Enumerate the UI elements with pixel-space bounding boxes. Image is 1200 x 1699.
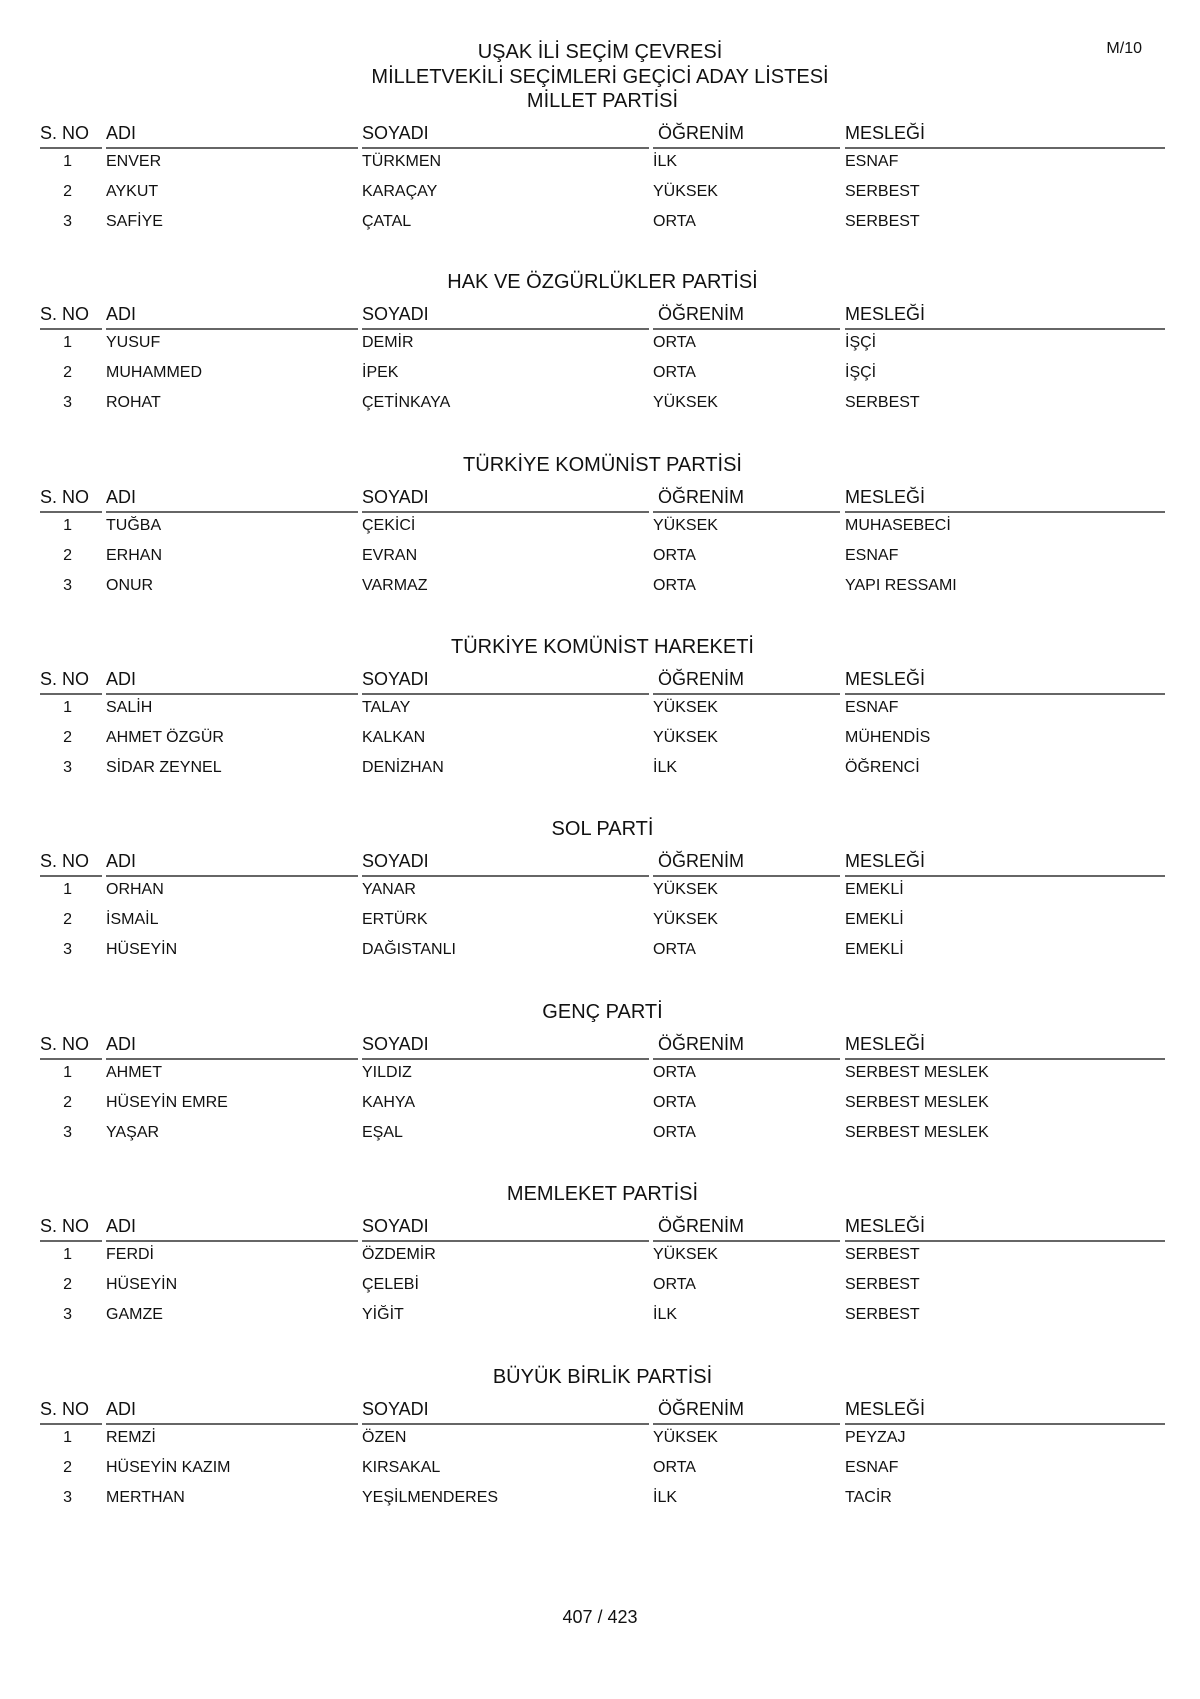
candidate-surname: KAHYA [362, 1094, 416, 1111]
column-underline [653, 328, 840, 330]
candidate-number: 3 [63, 941, 72, 958]
candidate-education: YÜKSEK [653, 911, 718, 928]
candidate-education: İLK [653, 759, 678, 776]
candidate-number: 3 [63, 1306, 72, 1323]
candidate-occupation: PEYZAJ [845, 1429, 906, 1446]
column-underline [845, 147, 1165, 149]
candidate-name: ORHAN [106, 881, 164, 898]
candidate-surname: DENİZHAN [362, 759, 444, 776]
candidate-surname: ÖZDEMİR [362, 1246, 436, 1263]
column-underline [845, 1058, 1165, 1060]
candidate-number: 3 [63, 1489, 72, 1506]
candidate-number: 2 [63, 364, 72, 381]
column-underline [106, 1240, 358, 1242]
candidate-education: YÜKSEK [653, 517, 718, 534]
candidate-surname: DEMİR [362, 334, 414, 351]
column-header-surname: SOYADI [362, 1216, 429, 1236]
candidate-number: 2 [63, 1094, 72, 1111]
candidate-surname: KIRSAKAL [362, 1459, 441, 1476]
candidate-row [40, 183, 1165, 207]
candidate-number: 3 [63, 1124, 72, 1141]
candidate-row [40, 1064, 1165, 1088]
column-underline [40, 511, 102, 513]
column-header-name: ADI [106, 487, 137, 507]
column-header-no: S. NO [40, 1034, 90, 1054]
candidate-education: ORTA [653, 1459, 696, 1476]
column-underline [106, 1423, 358, 1425]
column-underline [106, 875, 358, 877]
candidate-occupation: MUHASEBECİ [845, 517, 951, 534]
candidate-row [40, 1094, 1165, 1118]
candidate-surname: DAĞISTANLI [362, 941, 456, 958]
column-underline [845, 1423, 1165, 1425]
candidate-row [40, 213, 1165, 237]
header-line-1: UŞAK İLİ SEÇİM ÇEVRESİ [477, 41, 723, 63]
candidate-surname: ÇEKİCİ [362, 517, 416, 534]
column-header-occupation: MESLEĞİ [845, 1399, 926, 1419]
candidate-surname: YİĞİT [362, 1306, 404, 1323]
column-header-education: ÖĞRENİM [658, 487, 745, 507]
candidate-name: ONUR [106, 577, 154, 594]
column-header-education: ÖĞRENİM [658, 1216, 745, 1236]
candidate-number: 1 [63, 699, 72, 716]
header-line-2: MİLLETVEKİLİ SEÇİMLERİ GEÇİCİ ADAY LİSTESİ [371, 66, 829, 88]
candidate-name: YAŞAR [106, 1124, 160, 1141]
party-section [40, 1355, 1165, 1525]
candidate-occupation: TACİR [845, 1489, 892, 1506]
party-title: SOL PARTİ [551, 818, 654, 840]
column-underline [40, 875, 102, 877]
candidate-education: YÜKSEK [653, 1246, 718, 1263]
column-header-name: ADI [106, 123, 137, 143]
column-header-occupation: MESLEĞİ [845, 851, 926, 871]
candidate-number: 2 [63, 1276, 72, 1293]
candidate-education: YÜKSEK [653, 881, 718, 898]
candidate-row [40, 1276, 1165, 1300]
page-number: 407 / 423 [562, 1607, 638, 1627]
column-underline [40, 1423, 102, 1425]
candidate-occupation: ESNAF [845, 153, 899, 170]
party-section [40, 1172, 1165, 1342]
candidate-occupation: SERBEST MESLEK [845, 1064, 989, 1081]
candidate-row [40, 1489, 1165, 1513]
candidate-surname: YILDIZ [362, 1064, 412, 1081]
candidate-name: MERTHAN [106, 1489, 185, 1506]
party-section [40, 77, 1165, 247]
candidate-occupation: SERBEST [845, 1276, 920, 1293]
column-header-occupation: MESLEĞİ [845, 304, 926, 324]
candidate-surname: ÖZEN [362, 1429, 407, 1446]
column-underline [362, 511, 649, 513]
candidate-number: 1 [63, 881, 72, 898]
column-underline [845, 1240, 1165, 1242]
column-header-name: ADI [106, 851, 137, 871]
column-header-no: S. NO [40, 1216, 90, 1236]
candidate-education: ORTA [653, 334, 696, 351]
candidate-surname: KARAÇAY [362, 183, 438, 200]
party-section [40, 990, 1165, 1160]
candidate-occupation: SERBEST [845, 394, 920, 411]
column-header-no: S. NO [40, 851, 90, 871]
candidate-row [40, 1306, 1165, 1330]
column-underline [653, 1240, 840, 1242]
column-underline [40, 328, 102, 330]
candidate-education: İLK [653, 153, 678, 170]
candidate-row [40, 334, 1165, 358]
candidate-occupation: EMEKLİ [845, 941, 904, 958]
column-underline [653, 693, 840, 695]
candidate-row [40, 759, 1165, 783]
party-title: TÜRKİYE KOMÜNİST HAREKETİ [450, 636, 754, 658]
candidate-name: SAFİYE [106, 213, 163, 230]
column-underline [362, 693, 649, 695]
column-header-education: ÖĞRENİM [658, 851, 745, 871]
candidate-number: 1 [63, 153, 72, 170]
candidate-education: İLK [653, 1489, 678, 1506]
candidate-row [40, 911, 1165, 935]
candidate-surname: ÇELEBİ [362, 1276, 419, 1293]
column-header-no: S. NO [40, 304, 90, 324]
candidate-name: AYKUT [106, 183, 159, 200]
column-header-surname: SOYADI [362, 851, 429, 871]
column-header-education: ÖĞRENİM [658, 669, 745, 689]
column-underline [845, 693, 1165, 695]
column-header-education: ÖĞRENİM [658, 1399, 745, 1419]
column-header-no: S. NO [40, 487, 90, 507]
candidate-occupation: EMEKLİ [845, 911, 904, 928]
candidate-row [40, 517, 1165, 541]
candidate-row [40, 1429, 1165, 1453]
candidate-surname: KALKAN [362, 729, 426, 746]
column-header-surname: SOYADI [362, 123, 429, 143]
candidate-name: GAMZE [106, 1306, 163, 1323]
candidate-occupation: İŞÇİ [845, 364, 877, 381]
column-underline [362, 875, 649, 877]
column-underline [40, 147, 102, 149]
column-header-surname: SOYADI [362, 487, 429, 507]
candidate-education: YÜKSEK [653, 729, 718, 746]
candidate-name: MUHAMMED [106, 364, 202, 381]
candidate-occupation: ESNAF [845, 547, 899, 564]
candidate-number: 1 [63, 1246, 72, 1263]
column-header-surname: SOYADI [362, 669, 429, 689]
candidate-row [40, 547, 1165, 571]
column-header-education: ÖĞRENİM [658, 304, 745, 324]
candidate-occupation: MÜHENDİS [845, 729, 931, 746]
candidate-education: YÜKSEK [653, 699, 718, 716]
column-underline [653, 147, 840, 149]
candidate-education: ORTA [653, 364, 696, 381]
candidate-name: SALİH [106, 699, 153, 716]
column-underline [653, 875, 840, 877]
column-underline [106, 511, 358, 513]
candidate-row [40, 881, 1165, 905]
column-header-name: ADI [106, 1399, 137, 1419]
column-header-occupation: MESLEĞİ [845, 123, 926, 143]
candidate-education: ORTA [653, 1276, 696, 1293]
candidate-education: ORTA [653, 213, 696, 230]
column-header-no: S. NO [40, 123, 90, 143]
column-header-occupation: MESLEĞİ [845, 487, 926, 507]
column-underline [40, 1058, 102, 1060]
candidate-number: 3 [63, 394, 72, 411]
candidate-surname: ERTÜRK [362, 911, 428, 928]
column-header-name: ADI [106, 1216, 137, 1236]
candidate-number: 1 [63, 334, 72, 351]
candidate-education: ORTA [653, 941, 696, 958]
candidate-number: 1 [63, 1064, 72, 1081]
column-header-no: S. NO [40, 669, 90, 689]
party-section [40, 625, 1165, 795]
candidate-number: 2 [63, 1459, 72, 1476]
candidate-education: ORTA [653, 1094, 696, 1111]
candidate-education: YÜKSEK [653, 1429, 718, 1446]
column-underline [40, 693, 102, 695]
column-underline [362, 1240, 649, 1242]
candidate-occupation: SERBEST [845, 1246, 920, 1263]
candidate-name: İSMAİL [106, 911, 159, 928]
party-section [40, 807, 1165, 977]
candidate-education: ORTA [653, 547, 696, 564]
candidate-occupation: YAPI RESSAMI [845, 577, 957, 594]
party-title: BÜYÜK BİRLİK PARTİSİ [492, 1366, 713, 1388]
column-underline [106, 147, 358, 149]
column-underline [845, 875, 1165, 877]
column-header-name: ADI [106, 304, 137, 324]
candidate-surname: YEŞİLMENDERES [362, 1489, 499, 1506]
candidate-surname: EVRAN [362, 547, 418, 564]
column-underline [362, 147, 649, 149]
candidate-number: 2 [63, 911, 72, 928]
party-title: GENÇ PARTİ [542, 1001, 663, 1023]
candidate-education: ORTA [653, 1064, 696, 1081]
column-header-surname: SOYADI [362, 1034, 429, 1054]
column-underline [845, 328, 1165, 330]
column-header-name: ADI [106, 1034, 137, 1054]
candidate-name: TUĞBA [106, 517, 162, 534]
candidate-name: HÜSEYİN EMRE [106, 1094, 228, 1111]
candidate-row [40, 941, 1165, 965]
party-title: HAK VE ÖZGÜRLÜKLER PARTİSİ [447, 271, 758, 293]
column-underline [106, 693, 358, 695]
candidate-number: 1 [63, 517, 72, 534]
candidate-name: FERDİ [106, 1246, 154, 1263]
candidate-education: YÜKSEK [653, 183, 718, 200]
candidate-number: 3 [63, 577, 72, 594]
page-code: M/10 [1106, 40, 1142, 57]
candidate-name: ROHAT [106, 394, 161, 411]
candidate-row [40, 364, 1165, 388]
candidate-surname: EŞAL [362, 1124, 403, 1141]
column-underline [653, 1058, 840, 1060]
candidate-surname: YANAR [362, 881, 416, 898]
column-underline [362, 1423, 649, 1425]
candidate-education: İLK [653, 1306, 678, 1323]
candidate-row [40, 1124, 1165, 1148]
column-underline [40, 1240, 102, 1242]
column-header-occupation: MESLEĞİ [845, 1216, 926, 1236]
candidate-row [40, 577, 1165, 601]
column-header-no: S. NO [40, 1399, 90, 1419]
column-header-occupation: MESLEĞİ [845, 669, 926, 689]
column-header-education: ÖĞRENİM [658, 1034, 745, 1054]
candidate-occupation: İŞÇİ [845, 334, 877, 351]
candidate-name: AHMET ÖZGÜR [106, 729, 224, 746]
candidate-surname: VARMAZ [362, 577, 428, 594]
candidate-row [40, 394, 1165, 418]
candidate-name: SİDAR ZEYNEL [106, 759, 222, 776]
candidate-row [40, 153, 1165, 177]
candidate-occupation: SERBEST [845, 1306, 920, 1323]
candidate-occupation: SERBEST MESLEK [845, 1124, 989, 1141]
column-underline [362, 328, 649, 330]
column-header-education: ÖĞRENİM [658, 123, 745, 143]
column-underline [362, 1058, 649, 1060]
candidate-surname: İPEK [362, 364, 399, 381]
column-underline [106, 328, 358, 330]
column-underline [653, 1423, 840, 1425]
candidate-education: ORTA [653, 1124, 696, 1141]
candidate-name: YUSUF [106, 334, 161, 351]
candidate-occupation: ESNAF [845, 699, 899, 716]
candidate-name: HÜSEYİN [106, 1276, 178, 1293]
candidate-number: 2 [63, 183, 72, 200]
column-underline [653, 511, 840, 513]
candidate-name: ERHAN [106, 547, 163, 564]
candidate-row [40, 1459, 1165, 1483]
candidate-education: YÜKSEK [653, 394, 718, 411]
column-underline [845, 511, 1165, 513]
column-header-occupation: MESLEĞİ [845, 1034, 926, 1054]
candidate-occupation: ÖĞRENCİ [845, 759, 920, 776]
candidate-number: 1 [63, 1429, 72, 1446]
candidate-occupation: SERBEST [845, 213, 920, 230]
candidate-education: ORTA [653, 577, 696, 594]
candidate-surname: TALAY [362, 699, 411, 716]
candidate-number: 3 [63, 213, 72, 230]
candidate-name: ENVER [106, 153, 162, 170]
candidate-name: HÜSEYİN KAZIM [106, 1459, 231, 1476]
candidate-occupation: SERBEST MESLEK [845, 1094, 989, 1111]
candidate-name: HÜSEYİN [106, 941, 178, 958]
column-header-surname: SOYADI [362, 1399, 429, 1419]
party-title: TÜRKİYE KOMÜNİST PARTİSİ [463, 454, 742, 476]
candidate-row [40, 699, 1165, 723]
column-header-surname: SOYADI [362, 304, 429, 324]
party-section [40, 260, 1165, 430]
column-header-name: ADI [106, 669, 137, 689]
candidate-row [40, 729, 1165, 753]
candidate-occupation: ESNAF [845, 1459, 899, 1476]
candidate-number: 3 [63, 759, 72, 776]
party-title: MEMLEKET PARTİSİ [506, 1183, 699, 1205]
candidate-name: REMZİ [106, 1429, 156, 1446]
candidate-surname: ÇETİNKAYA [362, 394, 451, 411]
party-title: MİLLET PARTİSİ [526, 90, 679, 112]
candidate-occupation: SERBEST [845, 183, 920, 200]
party-section [40, 443, 1165, 613]
candidate-surname: TÜRKMEN [362, 153, 442, 170]
candidate-occupation: EMEKLİ [845, 881, 904, 898]
candidate-number: 2 [63, 729, 72, 746]
candidate-surname: ÇATAL [362, 213, 412, 230]
column-underline [106, 1058, 358, 1060]
candidate-name: AHMET [106, 1064, 162, 1081]
candidate-row [40, 1246, 1165, 1270]
candidate-number: 2 [63, 547, 72, 564]
